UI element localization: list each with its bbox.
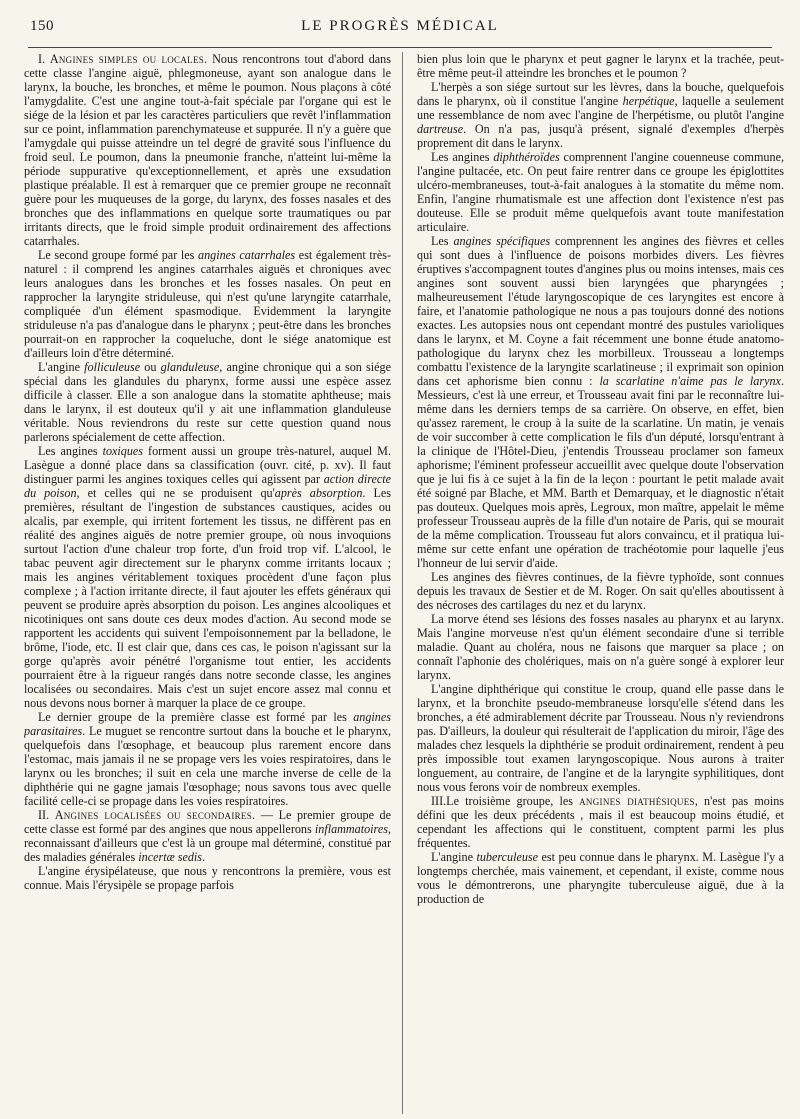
text-run: , angine chronique qui a son siége spécial dans les glandules du pharynx, forme aussi une espèce assez difficile à classer. Elle a son analogue dans la stomatite aphtheuse; mais dans le larynx, il est douteux qu'il y ait une inflammation glanduleuse véritable. Nous reviendrons du reste sur cette question quand nous parlerons spécialement de cette affection. [24,360,391,444]
text-run: L'angine [38,360,85,374]
right-column [417,52,784,1116]
text-run: — Le premier groupe de cette classe est formé par des angines que nous appellerons [24,808,391,836]
text-run: . Les premières, résultant de l'ingestion de substances caustiques, acides ou alcalis, par exemple, qui irritent fortement les tissus, ne diffèrent pas en réalité des angines aiguës de notre premier groupe, où nous invoquions surtout l'action d'une chaleur trop forte, d'un froid trop vif. L'alcool, le tabac peuvent agir directement sur le pharynx comme irritants locaux ; mais les angines véritablement toxiques procèdent d'une façon plus complexe ; à l'action irritante directe, il faut ajouter les effets généraux qui peuvent se produire après absorption du poison. Les angines alcooliques et nicotiniques ont sans doute ces deux modes d'action. Au second mode se rapportent les accidents qui suivent l'empoisonnement par la belladone, le brôme, l'iode, etc. Il est clair que, dans ces cas, le poison n'agissant sur la gorge qu'après avoir pénétré l'organisme tout entier, les accidents pourraient être à la rigueur rangés dans notre seconde classe, les angines localisées ou secondaires. Mais c'est un sujet encore assez mal connu et nous devons nous borner à marquer la place de ce groupe. [24,486,391,710]
paragraph-catarrhales [24,248,391,360]
text-run: ou [140,360,161,374]
paragraph-text: Nous rencontrons tout d'abord dans cette classe l'angine aiguë, phlegmoneuse, ayant son analogue dans le larynx, la bouche, les bronches, et même le poumon. Nous plaçons à côté l'amygdalite. C'est une angine tout-à-fait spéciale par l'organe qui est le siége de la lésion et par les caractères particuliers que revêt l'inflammation sur ce point, inflammation parenchymateuse et suppurée. Il n'y a guère que l'amygdale qui puisse atteindre un tel degré de gravité sous l'influence du froid seul. Le poumon, dans la pneumonie franche, n'atteint lui-même la période suppurative qu'exceptionnellement, et après une exsudation plastique préalable. Il est à remarquer que ce premier groupe ne reconnaît guère pour les muqueuses de la gorge, du larynx, des fosses nasales et des bronches que des inflammations en quelque sorte traumatiques ou par irritants directs, que le froid simple produit ordinairement des affections catarrhales. [24,52,391,248]
italic-term: dartreuse [417,122,464,136]
paragraph-erysipelateuse [24,864,391,892]
italic-term: toxiques [102,444,144,458]
section-heading: Angines simples ou locales. [49,52,208,66]
paragraph-angines-diathesiques [417,794,784,850]
italic-term: angines spécifiques [453,234,551,248]
italic-term: diphthéroïdes [493,150,560,164]
text-run: . Le muguet se rencontre surtout dans la bouche et le pharynx, quelquefois dans l'œsophage, et beaucoup plus rarement encore dans l'estomac, mais jamais il ne se propage vers les voies respiratoires, dans le larynx ou les bronches; il suit en cela une marche inverse de celle de la diphthérie qui ne gagne jamais l'œsophage; nous savons tous avec quelle facilité celle-ci se propage dans les voies respiratoires. [24,724,391,808]
section-marker: I. [38,52,46,66]
section-heading: angines diathésiques [579,794,695,808]
paragraph-text: La morve étend ses lésions des fosses nasales au pharynx et au larynx. Mais l'angine morveuse n'est qu'un élément secondaire d'une si terrible maladie. Quant au choléra, nous ne faisons que marquer sa place ; on connaît l'aphonie des cholériques, mais on n'a guère songé à explorer leur larynx. [417,612,784,682]
italic-term: inflammatoires [314,822,388,836]
italic-term: herpétique [622,94,675,108]
italic-term: tuberculeuse [476,850,539,864]
left-column [24,52,391,1116]
text-run: comprennent les angines des fièvres et celles qui sont dues à l'influence de poisons morbides divers. Les fièvres éruptives s'accompagnent toutes d'angines plus ou moins intenses, mais ces angines sont souvent aussi bien laryngées que pharyngées ; malheureusement l'étude laryngoscopique de ces laryngites est encore à faire, et l'anatomie pathologique ne nous a pas toujours donné des notions exactes. Les autopsies nous ont cependant montré des pustules varioliques dans le larynx, et M. Coyne a fait récemment une bonne étude anatomo-pathologique du larynx chez les morbilleux. Trousseau a longtemps combattu l'existence de la laryngite scarlatineuse ; il exprimait son opinion dans cet aphorisme bien connu : [417,234,784,388]
paragraph-folliculeuse [24,360,391,444]
section-marker: II. [38,808,50,822]
italic-term: après absorption [274,486,363,500]
text-run: , laquelle a seulement une ressemblance de nom avec l'angine de l'herpétisme, ou plutôt l'angine [417,94,784,122]
page-number: 150 [30,18,54,34]
header-rule [28,47,772,48]
paragraph-tuberculeuse [417,850,784,906]
paragraph-parasitaires [24,710,391,808]
text-run: L'herpès a son siége surtout sur les lèvres, dans la bouche, quelquefois dans le pharynx, où il constitue l'angine [417,80,784,108]
italic-term: action directe du poison [24,472,391,500]
paragraph-diphtherique [417,682,784,794]
text-run: Les angines [38,444,103,458]
paragraph-text: L'angine diphthérique qui constitue le croup, quand elle passe dans le larynx, et la bronchite pseudo-membraneuse lorsqu'elle s'étend dans les bronches, a été admirablement décrite par Trousseau. Nous n'y reviendrons pas. D'ailleurs, la douleur qui résulterait de l'application du miroir, l'âge des malades chez lesquels la diphthérie se produit ordinairement, rendent à peu près impossible tout examen laryngoscopique. Nous aurons à traiter longuement, au contraire, de l'angine et de la laryngite syphilitiques, dont nous vous ferons voir de nombreux exemples. [417,682,784,794]
italic-term: glanduleuse [160,360,220,374]
text-run: , reconnaissant d'ailleurs que c'est là un groupe mal déterminé, constitué par des maladies générales [24,822,391,864]
italic-term: incertæ sedis [138,850,203,864]
section-heading: Angines localisées ou secondaires. [54,808,256,822]
paragraph-specifiques [417,234,784,570]
paragraph-diphtheroides [417,150,784,234]
text-run: . On n'a pas, jusqu'à présent, signalé d'exemples d'herpès proprement dit dans le larynx. [417,122,784,150]
paragraph-text: bien plus loin que le pharynx et peut gagner le larynx et la trachée, peut-être même peut-il atteindre les bronches et le poumon ? [417,52,784,80]
text-run: Le dernier groupe de la première classe est formé par les [38,710,354,724]
text-run: L'angine [431,850,477,864]
text-run: est également très-naturel : il comprend les angines catarrhales aiguës et chroniques avec leurs analogues dans les bronches et les fosses nasales. On peut en rapprocher la laryngite striduleuse, qui n'est qu'une laryngite catarrhale, compliquée d'un élément spasmodique. Evidemment la laryngite striduleuse n'a pas d'analogue dans le pharynx ; peut-être dans les bronches pourrait-on en rapprocher la coqueluche, dont le siége anatomique est d'ailleurs loin d'être déterminé. [24,248,391,360]
paragraph-fievres-continues [417,570,784,612]
text-run: . Messieurs, c'est là une erreur, et Trousseau avait fini par le reconnaître lui-même dans les derniers temps de sa carrière. On observe, en effet, bien qu'assez rarement, le croup à la suite de la scarlatine. Un matin, je venais de voir succomber à cette complication le fils d'un député, lorsqu'entrant à la clinique de l'Hôtel-Dieu, j'entendis Trousseau proclamer son fameux aphorisme; l'éminent professeur accueillit avec quelque doute l'observation que je lui fis à ce sujet à la fin de la leçon : pourtant le petit malade avait été soigné par Blache, et MM. Barth et Demarquay, et le diagnostic n'était pas douteux. Quelques mois après, Legroux, mon maître, appelait le même professeur Trousseau auprès de la fille d'un notaire de Paris, qui se mourait de la même complication. Trousseau fut alors convaincu, et il pratiqua lui-même sur cette enfant une opération de trachéotomie pour laquelle j'eus l'honneur de lui servir d'aide. [417,374,784,570]
text-run: forment aussi un groupe très-naturel, auquel M. Lasègue a donné place dans sa classification (ouvr. cité, p. xv). Il faut distinguer parmi les angines toxiques celles qui agissent par [24,444,391,486]
paragraph-text: L'angine érysipélateuse, que nous y rencontrons la première, vous est connue. Mais l'érysipèle se propage parfois [24,864,391,892]
paragraph-continuation [417,52,784,80]
journal-title: LE PROGRÈS MÉDICAL [301,18,499,34]
italic-term: angines catarrhales [198,248,296,262]
paragraph-morve [417,612,784,682]
text-run: comprennent l'angine couenneuse commune, l'angine pultacée, etc. On peut faire rentrer dans ce groupe les épiglottites ulcéro-membraneuses, tout-à-fait analogues à la stomatite du même nom. Enfin, l'angine rhumatismale est une affection dont l'existence n'est pas douteuse. Elle se produit même quelquefois avant toute manifestation articulaire. [417,150,784,234]
text-run: , n'est pas moins défini que les deux précédents , mais il est beaucoup moins étudié, et cependant les affections qui le constituent, comptent parmi les plus fréquentes. [417,794,784,850]
paragraph-text: Les angines des fièvres continues, de la fièvre typhoïde, sont connues depuis les travaux de Sestier et de M. Roger. On sait qu'elles aboutissent à des nécroses des cartilages du nez et du larynx. [417,570,784,612]
column-divider [402,52,403,1114]
text-run: Les angines [431,150,494,164]
text-run: Les [431,234,454,248]
paragraph-herpes [417,80,784,150]
text-run: Le second groupe formé par les [38,248,198,262]
page-header [30,18,770,42]
paragraph-toxiques [24,444,391,710]
text-run: . [202,850,206,864]
text-run: est peu connue dans le pharynx. M. Lasègue l'y a longtemps cherchée, mais vainement, et cependant, il existe, comme nous vous le démontrerons, une pharyngite tuberculeuse aiguë, due à la production de [417,850,784,906]
italic-term: angines parasitaires [24,710,391,738]
italic-term: folliculeuse [84,360,141,374]
text-run: Le troisième groupe, les [446,794,580,808]
italic-term: la scarlatine n'aime pas le larynx [599,374,781,388]
text-run: , et celles qui ne se produisent qu' [76,486,275,500]
paragraph-angines-localisees [24,808,391,864]
section-marker: III. [431,794,447,808]
paragraph-angines-simples [24,52,391,248]
